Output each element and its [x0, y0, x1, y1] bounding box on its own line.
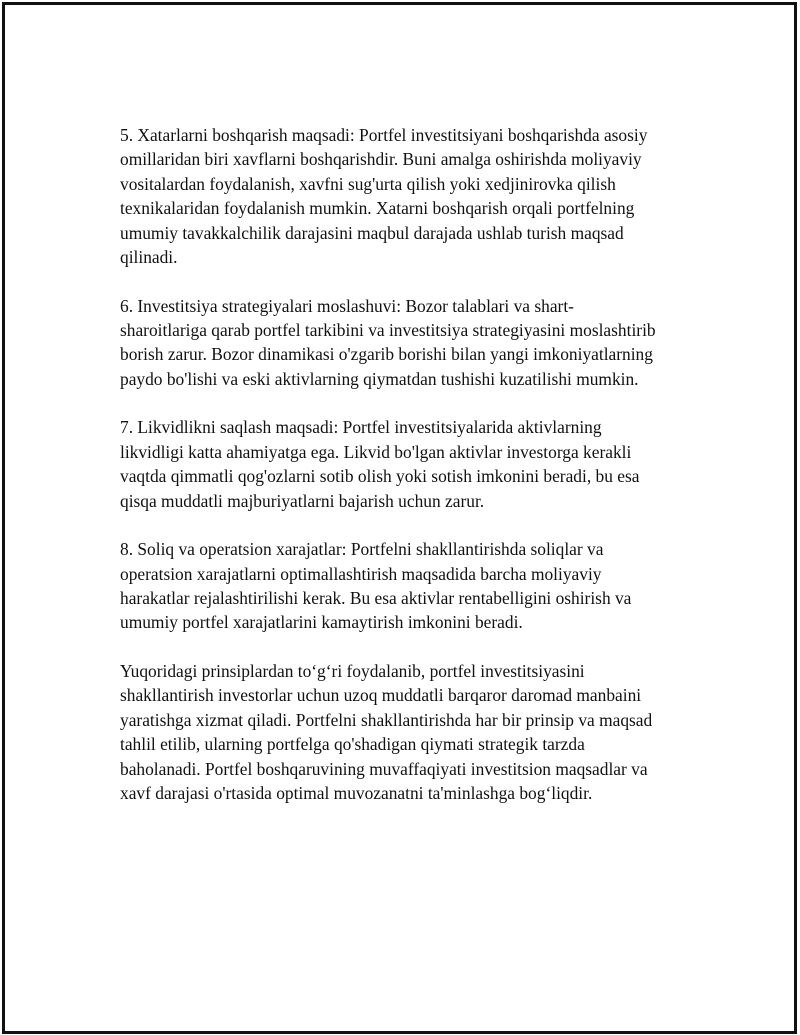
text-line: qilinadi.: [120, 247, 178, 268]
paragraph-tax-operations: [120, 537, 705, 635]
text-line: borish zarur. Bozor dinamikasi o'zgarib borishi bilan yangi imkoniyatlarning: [120, 344, 653, 365]
text-line: baholanadi. Portfel boshqaruvining muvaffaqiyati investitsion maqsadlar va: [120, 758, 648, 779]
text-line: umumiy tavakkalchilik darajasini maqbul darajada ushlab turish maqsad: [120, 222, 624, 243]
text-line: yaratishga xizmat qiladi. Portfelni shakllantirishda har bir prinsip va maqsad: [120, 709, 653, 730]
text-line: harakatlar rejalashtirilishi kerak. Bu esa aktivlar rentabelligini oshirish va: [120, 588, 632, 609]
text-line: vaqtda qimmatli qog'ozlarni sotib olish yoki sotish imkonini beradi, bu esa: [120, 466, 640, 487]
paragraph-liquidity: [120, 415, 705, 513]
page-frame: [2, 2, 797, 1034]
paragraph-conclusion: [120, 659, 705, 805]
text-line: 7. Likvidlikni saqlash maqsadi: Portfel investitsiyalarida aktivlarning: [120, 417, 602, 438]
text-line: likvidligi katta ahamiyatga ega. Likvid bo'lgan aktivlar investorga kerakli: [120, 441, 632, 462]
text-line: Yuqoridagi prinsiplardan to‘g‘ri foydalanib, portfel investitsiyasini: [120, 661, 585, 682]
text-line: sharoitlariga qarab portfel tarkibini va investitsiya strategiyasini moslashtirib: [120, 320, 656, 341]
text-line: xavf darajasi o'rtasida optimal muvozanatni ta'minlashga bog‘liqdir.: [120, 783, 593, 804]
text-line: 5. Xatarlarni boshqarish maqsadi: Portfel investitsiyani boshqarishda asosiy: [120, 125, 648, 145]
text-line: 6. Investitsiya strategiyalari moslashuvi: Bozor talablari va shart-: [120, 295, 574, 316]
text-line: operatsion xarajatlarni optimallashtirish maqsadida barcha moliyaviy: [120, 563, 602, 584]
text-line: vositalardan foydalanish, xavfni sug'urta qilish yoki xedjinirovka qilish: [120, 173, 616, 194]
text-line: shakllantirish investorlar uchun uzoq muddatli barqaror daromad manbaini: [120, 685, 642, 706]
paragraph-risk-management: [120, 123, 705, 269]
paragraph-strategy-adaptation: [120, 294, 705, 392]
text-line: texnikalaridan foydalanish mumkin. Xatarni boshqarish orqali portfelning: [120, 198, 635, 219]
text-line: 8. Soliq va operatsion xarajatlar: Portfelni shakllantirishda soliqlar va: [120, 539, 604, 560]
document-body: [120, 123, 705, 830]
text-line: tahlil etilib, ularning portfelga qo'shadigan qiymati strategik tarzda: [120, 734, 585, 755]
text-line: omillaridan biri xavflarni boshqarishdir. Buni amalga oshirishda moliyaviy: [120, 149, 642, 170]
text-line: umumiy portfel xarajatlarini kamaytirish imkonini beradi.: [120, 612, 523, 633]
text-line: qisqa muddatli majburiyatlarni bajarish uchun zarur.: [120, 490, 485, 511]
text-line: paydo bo'lishi va eski aktivlarning qiymatdan tushishi kuzatilishi mumkin.: [120, 368, 639, 389]
